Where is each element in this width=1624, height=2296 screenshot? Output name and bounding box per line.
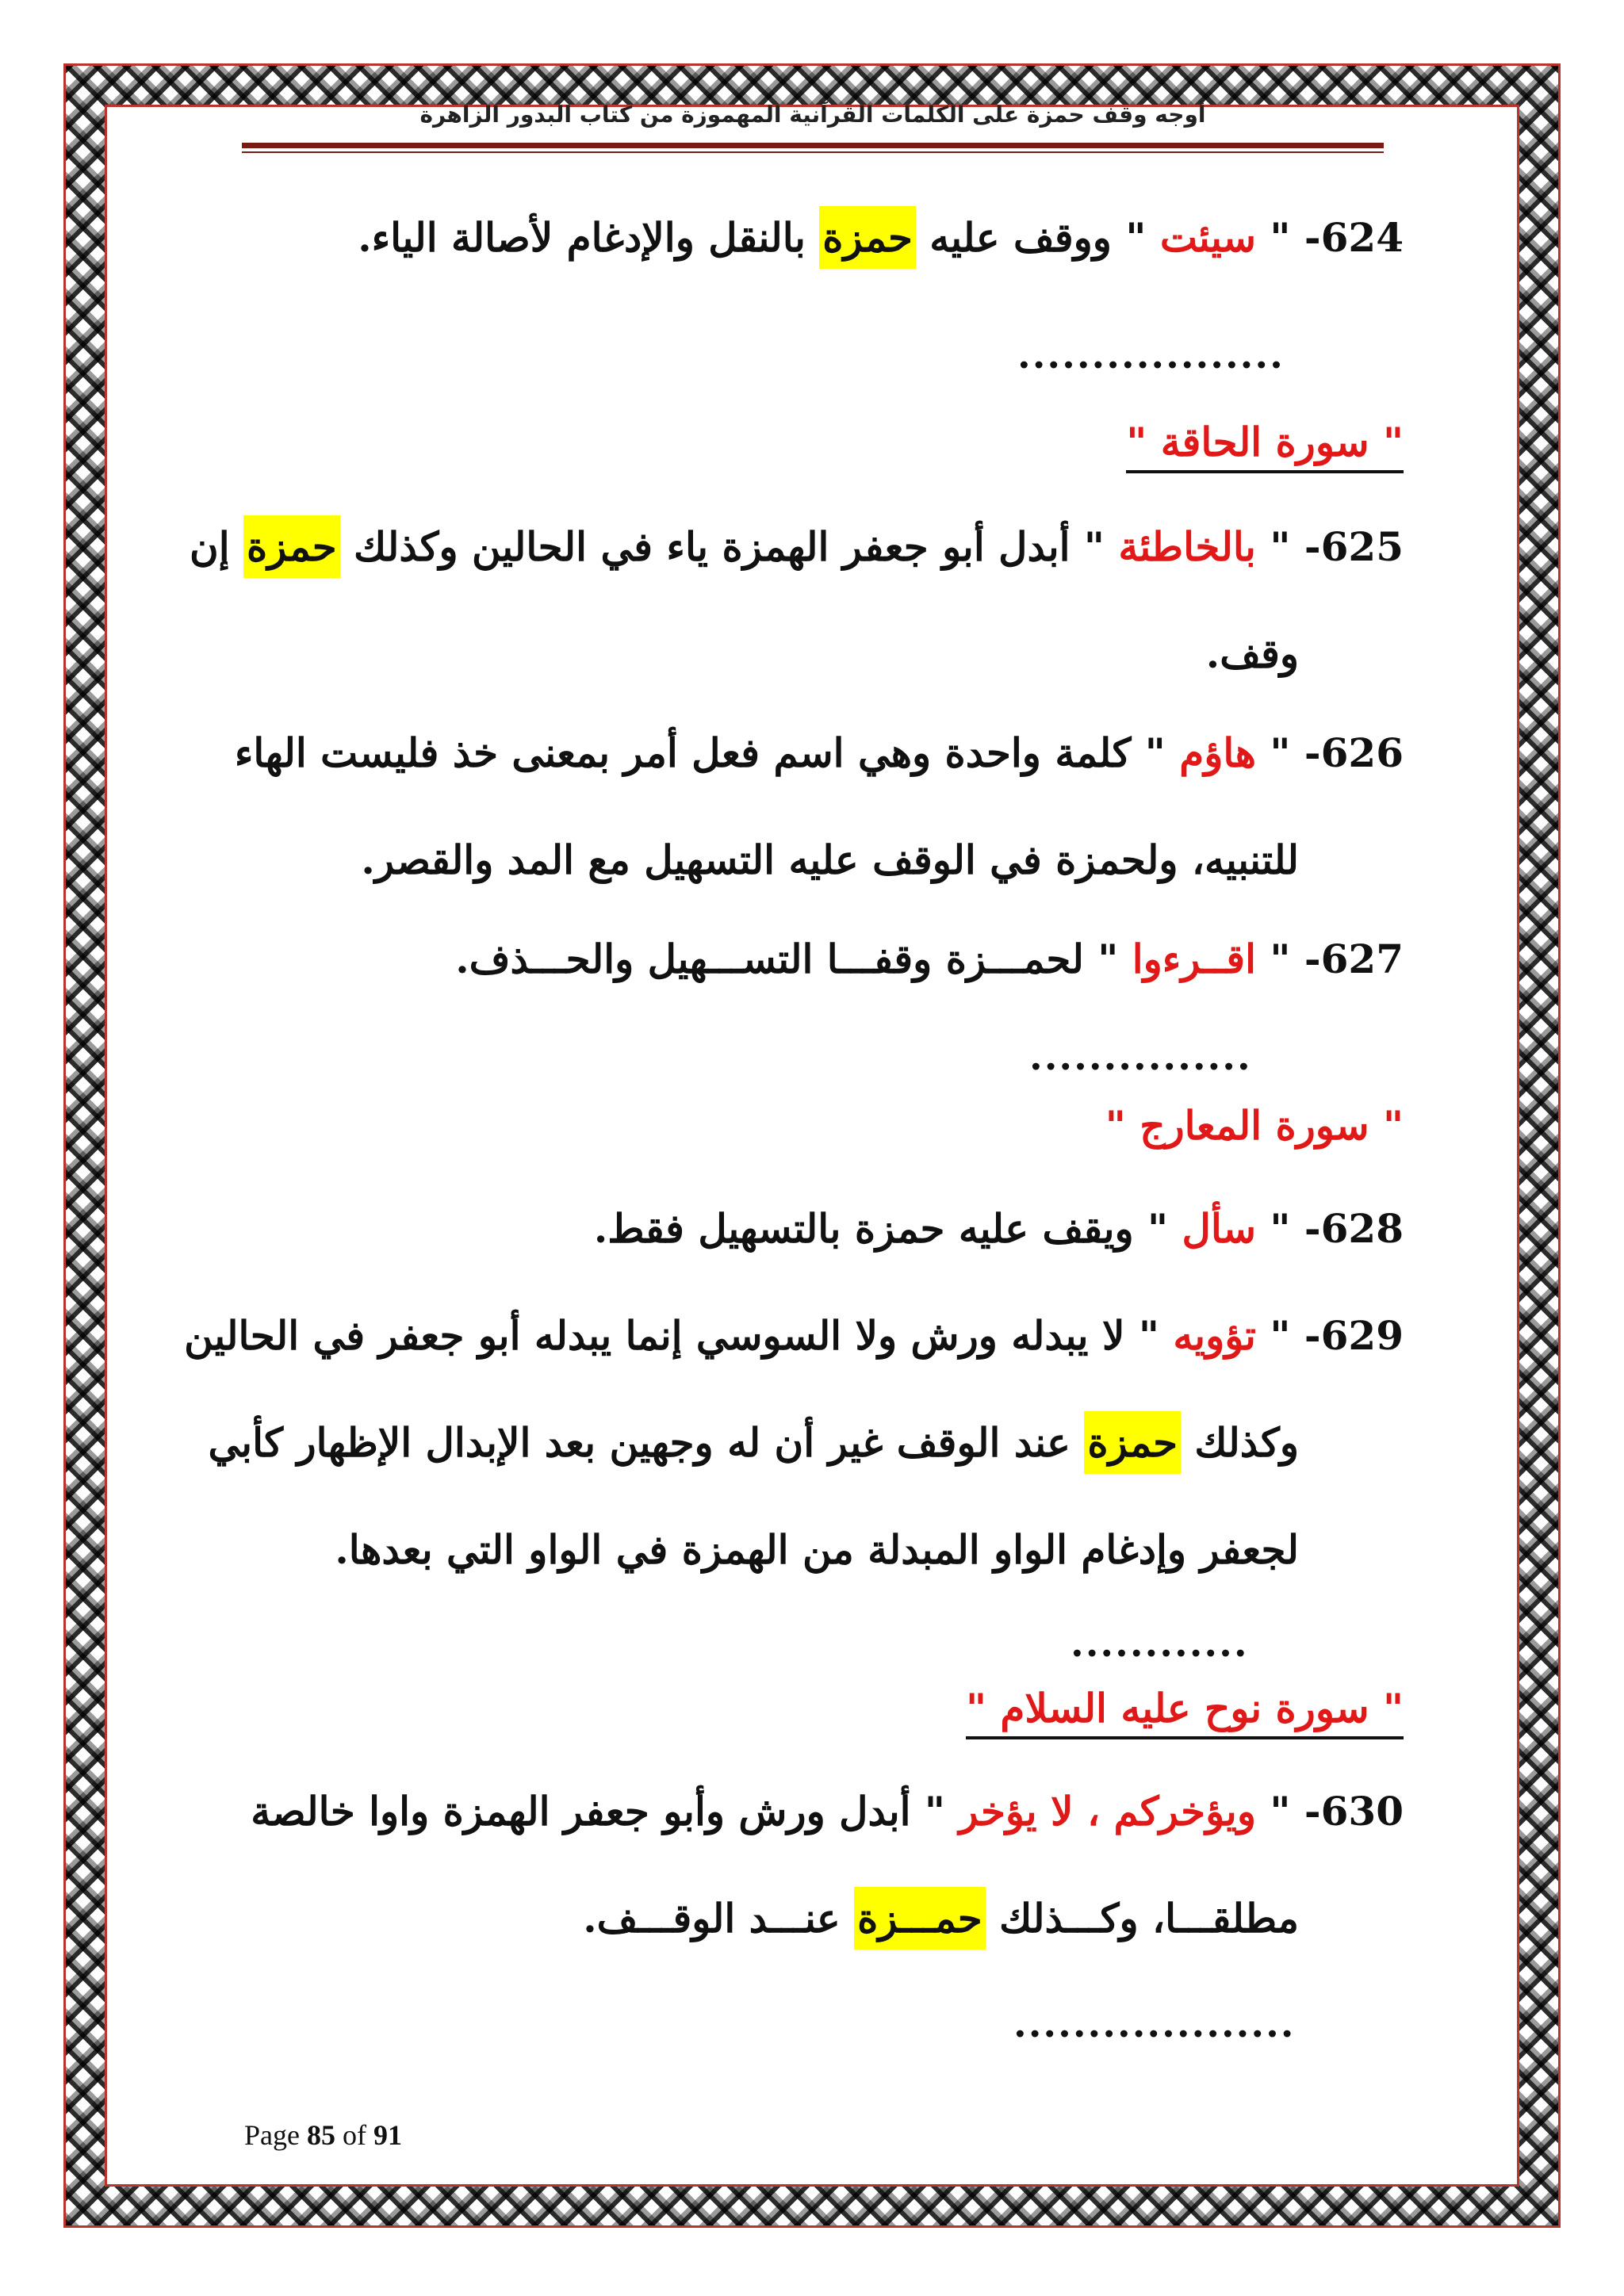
- hamza-highlight: حمـــزة: [854, 1887, 986, 1950]
- surah-title: " سورة نوح عليه السلام ": [966, 1685, 1404, 1739]
- surah-title: " سورة المعارج ": [1105, 1102, 1404, 1149]
- entry-630-continuation: مطلقـــا، وكـــذلك حمـــزة عنـــد الوقـــف.: [583, 1895, 1299, 1942]
- entry-628: 628- " سأل " ويقف عليه حمزة بالتسهيل فقط.: [593, 1205, 1404, 1252]
- entry-629: 629- " تؤويه " لا يبدله ورش ولا السوسي إنما يبدله أبو جعفر في الحالين: [184, 1312, 1404, 1359]
- separator-dots: ..................: [1017, 333, 1285, 377]
- hamza-highlight: حمزة: [819, 206, 916, 269]
- entry-630: 630- " ويؤخركم ، لا يؤخر " أبدل ورش وأبو جعفر الهمزة واوا خالصة: [251, 1788, 1404, 1835]
- header-rule-thick: [242, 143, 1384, 148]
- entry-624: 624- " سيئت " ووقف عليه حمزة بالنقل والإدغام لأصالة الياء.: [358, 214, 1404, 261]
- entry-625: 625- " بالخاطئة " أبدل أبو جعفر الهمزة ياء في الحالين وكذلك حمزة إن: [190, 523, 1404, 570]
- hamza-highlight: حمزة: [243, 515, 340, 578]
- hamza-highlight: حمزة: [1084, 1411, 1181, 1474]
- entry-629-continuation: وكذلك حمزة عند الوقف غير أن له وجهين بعد الإبدال الإظهار كأبي: [208, 1419, 1299, 1466]
- entry-626-continuation: للتنبيه، ولحمزة في الوقف عليه التسهيل مع المد والقصر.: [361, 836, 1299, 883]
- entry-627: 627- " اقــرءوا " لحمـــزة وقفـــا التســـهيل والحـــذف.: [455, 936, 1404, 982]
- separator-dots: ...................: [1013, 2002, 1296, 2046]
- separator-dots: ............: [1071, 1621, 1249, 1666]
- page-number: Page 85 of 91: [244, 2119, 402, 2151]
- header-rule-thin: [242, 151, 1384, 153]
- entry-626: 626- " هاؤم " كلمة واحدة وهي اسم فعل أمر بمعنى خذ فليست الهاء: [234, 729, 1404, 776]
- separator-dots: ...............: [1029, 1035, 1252, 1079]
- running-header: أوجه وقف حمزة على الكلمات القرآنية المهموزة من كتاب البدور الزاهرة: [419, 101, 1206, 128]
- entry-629-continuation: لجعفر وإدغام الواو المبدلة من الهمزة في الواو التي بعدها.: [335, 1526, 1299, 1573]
- entry-625-continuation: وقف.: [1205, 630, 1299, 677]
- surah-title: " سورة الحاقة ": [1126, 419, 1404, 473]
